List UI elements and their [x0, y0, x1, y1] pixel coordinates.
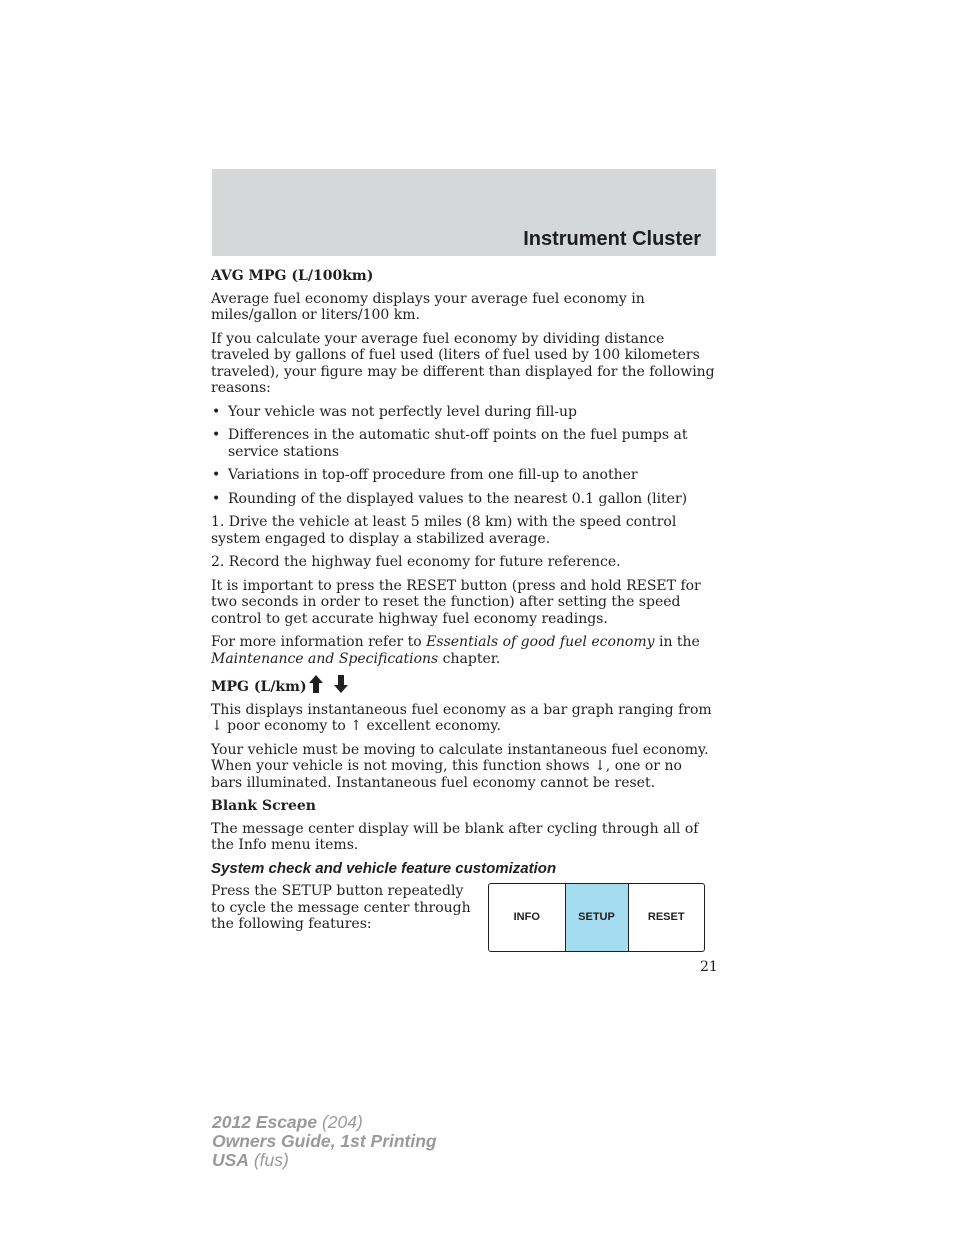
mpg-heading [211, 674, 716, 696]
avg-mpg-paragraph-2: If you calculate your average fuel economy by dividing distance traveled by gallons of fuel used (liters of fuel used by 100 kilometers traveled), your figure may be different than displayed for the following reasons: [211, 330, 715, 396]
page-title: Instrument Cluster [523, 228, 701, 250]
list-item: • Differences in the automatic shut-off points on the fuel pumps at service stations [211, 427, 716, 460]
blank-screen-paragraph: The message center display will be blank after cycling through all of the Info menu items. [211, 820, 699, 853]
footer [212, 1113, 437, 1170]
text-span: (204) [317, 1112, 363, 1132]
footer-line-1 [212, 1113, 437, 1132]
main-content [211, 268, 716, 963]
reset-button[interactable]: RESET [647, 911, 685, 924]
text-span: , one or no bars illuminated. Instantaneous fuel economy cannot be reset. [211, 758, 682, 791]
mpg-paragraph-2 [211, 742, 716, 792]
list-item: • Your vehicle was not perfectly level during fill-up [211, 404, 716, 421]
system-check-paragraph: Press the SETUP button repeatedly to cycle the message center through the following features: [211, 883, 471, 932]
text-span: This displays instantaneous fuel economy as a bar graph ranging from [211, 701, 712, 718]
avg-mpg-paragraph-4 [211, 634, 716, 667]
footer-line-2: Owners Guide, 1st Printing [212, 1131, 437, 1151]
avg-mpg-heading: AVG MPG (L/100km) [211, 268, 374, 284]
reasons-list [211, 404, 716, 508]
setup-row [211, 883, 716, 963]
footer-line-3 [212, 1151, 437, 1170]
step-1: 1. Drive the vehicle at least 5 miles (8 km) with the speed control system engaged to display a stabilized average. [211, 514, 677, 547]
mpg-paragraph-1 [211, 702, 716, 735]
arrow-up-icon: ↑ [350, 718, 363, 734]
text-span: USA [212, 1150, 249, 1170]
avg-mpg-paragraph-3: It is important to press the RESET button (press and hold RESET for two seconds in order to reset the function) after setting the speed control to get accurate highway fuel economy readings. [211, 577, 701, 627]
arrow-down-icon: ↓ [594, 758, 606, 774]
reference-link-maintenance: Maintenance and Specifications [211, 650, 439, 667]
text-span: 2012 Escape [212, 1112, 318, 1132]
blank-screen-heading: Blank Screen [211, 798, 316, 814]
setup-button[interactable]: SETUP [565, 884, 629, 951]
page-number: 21 [700, 959, 718, 975]
text-span: poor economy to [222, 718, 351, 734]
header-band [212, 169, 716, 256]
up-down-arrows-icon [309, 674, 353, 694]
reference-link-fuel-economy: Essentials of good fuel economy [426, 634, 655, 650]
avg-mpg-paragraph-1: Average fuel economy displays your average fuel economy in miles/gallon or liters/100 km. [211, 290, 645, 323]
arrow-down-icon: ↓ [211, 718, 223, 734]
info-button[interactable]: INFO [513, 911, 540, 924]
text-span: (fus) [248, 1150, 289, 1170]
step-2: 2. Record the highway fuel economy for future reference. [211, 554, 621, 570]
text-span: chapter. [438, 650, 501, 667]
text-span: Your vehicle must be moving to calculate instantaneous fuel economy. When your vehicle is not moving, this function shows [211, 741, 709, 774]
mpg-heading-text: MPG (L/km) [211, 679, 307, 695]
text-span: For more information refer to [211, 634, 427, 650]
message-center-button-panel [488, 883, 705, 952]
text-span: excellent economy. [362, 718, 501, 734]
list-item: • Rounding of the displayed values to the nearest 0.1 gallon (liter) [211, 491, 716, 508]
system-check-heading: System check and vehicle feature customization [211, 859, 557, 877]
text-span: in the [654, 634, 700, 650]
list-item: • Variations in top-off procedure from one fill-up to another [211, 467, 716, 484]
